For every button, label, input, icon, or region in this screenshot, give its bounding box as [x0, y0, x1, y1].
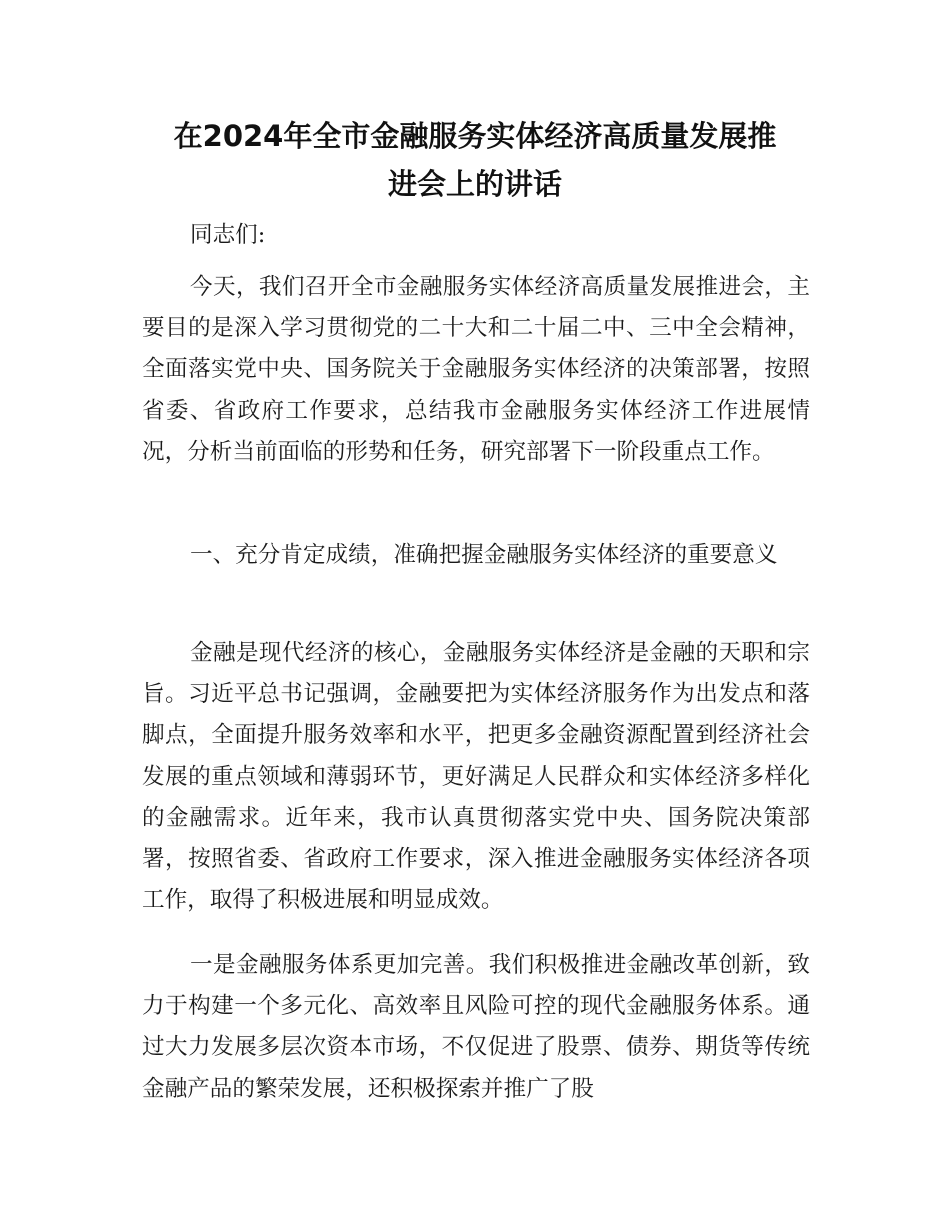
- paragraph-service-system: 一是金融服务体系更加完善。我们积极推进金融改革创新，致力于构建一个多元化、高效率且风险可控的现代金融服务体系。通过大力发展多层次资本市场，不仅促进了股票、债券、期货等传统金融产品的繁荣发展，还积极探索并推广了股: [142, 952, 810, 1102]
- paragraph-intro: 今天，我们召开全市金融服务实体经济高质量发展推进会，主要目的是深入学习贯彻党的二十大和二十届二中、三中全会精神，全面落实党中央、国务院关于金融服务实体经济的决策部署，按照省委、省政府工作要求，总结我市金融服务实体经济工作进展情况，分析当前面临的形势和任务，研究部署下一阶段重点工作。: [142, 274, 810, 465]
- paragraph-finance-core: 金融是现代经济的核心，金融服务实体经济是金融的天职和宗旨。习近平总书记强调，金融要把为实体经济服务作为出发点和落脚点，全面提升服务效率和水平，把更多金融资源配置到经济社会发展的重点领域和薄弱环节，更好满足人民群众和实体经济多样化的金融需求。近年来，我市认真贯彻落实党中央、国务院决策部署，按照省委、省政府工作要求，深入推进金融服务实体经济各项工作，取得了积极进展和明显成效。: [142, 640, 810, 914]
- title-line-2: 进会上的讲话: [387, 167, 562, 201]
- document-title: [120, 112, 830, 208]
- title-line-1: 在2024年全市金融服务实体经济高质量发展推: [173, 119, 777, 153]
- greeting: 同志们:: [190, 222, 266, 248]
- section-heading-1: 一、充分肯定成绩，准确把握金融服务实体经济的重要意义: [190, 542, 778, 568]
